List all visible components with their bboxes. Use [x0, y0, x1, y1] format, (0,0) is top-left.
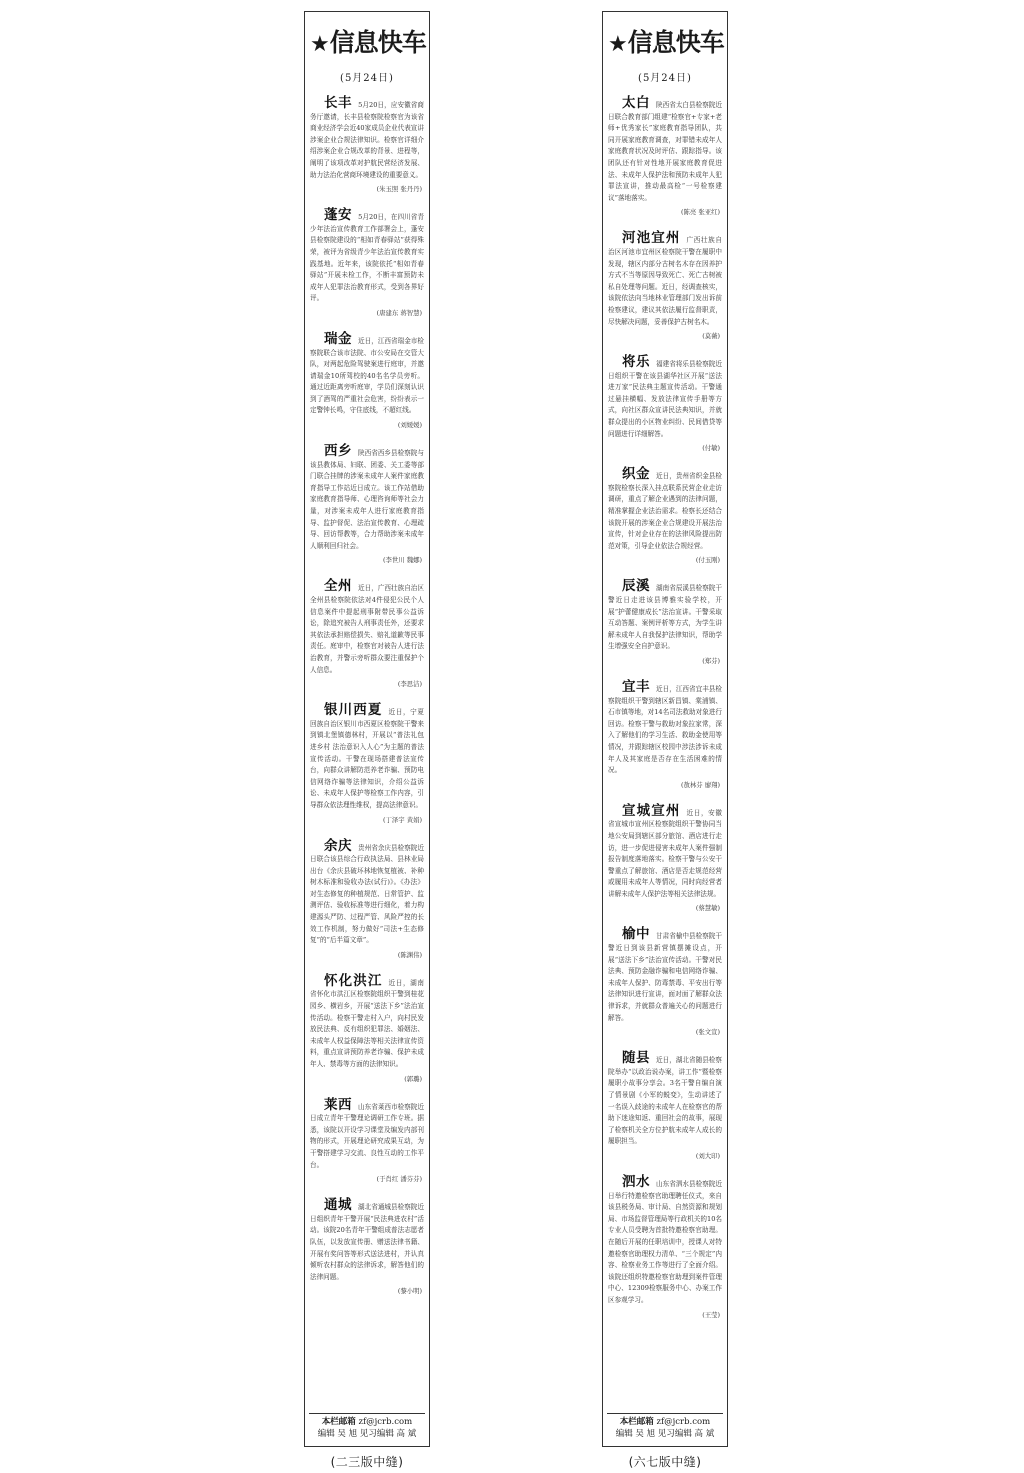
news-item-text: 近日，湖南省怀化市洪江区检察院组织干警到桂花园乡、横岩乡，开展“送法下乡”法治宣传活动。检察干警走村入户，向村民发放民法典、反有组织犯罪法、婚姻法、未成年人权益保障法等相关法律宣传资料，重点宣讲预防养老诈骗、保护未成年人、禁毒等方面的法律知识。 — [310, 978, 424, 1068]
news-item-body — [310, 702, 424, 811]
news-item-place: 长丰 — [324, 95, 353, 111]
news-item-place: 随县 — [622, 1050, 651, 1067]
news-item-place: 宣城宣州 — [622, 802, 681, 819]
news-item-place: 怀化洪江 — [324, 972, 383, 989]
news-item-place: 银川西夏 — [324, 702, 383, 719]
news-item-list — [310, 95, 425, 1298]
news-item — [608, 230, 722, 343]
news-item — [608, 1173, 723, 1322]
news-item-text: 湖南省辰溪县检察院干警近日走进该县博雅实验学校，开展“护蕾健康成长”法治宣讲。干警采取互动答题、案例评析等方式，为学生讲解未成年人自我保护法律知识，帮助学生增强安全自护意识。 — [608, 584, 723, 651]
news-item — [608, 926, 723, 1039]
news-item-text: 近日，宁夏回族自治区银川市西夏区检察院干警来到镇北堡镇德林村，开展以“普法礼包进乡村 法治意识入人心”为主题的普法宣传活动。干警在现场搭建普法宣传台，向群众讲解防范养老诈骗、预防电信网络诈骗等法律知识，介绍公益诉讼、未成年人保护等检察工作内容，引导群众依法理性维权，提高法律意识。 — [310, 708, 424, 809]
news-item — [608, 802, 722, 916]
star-icon: ★ — [310, 32, 329, 57]
footer-email-label: 本栏邮箱 — [619, 1417, 654, 1427]
column-masthead — [310, 18, 424, 70]
news-item — [310, 1096, 425, 1187]
news-item-text: 5月20日，在四川省青少年法治宣传教育工作部署会上，蓬安县检察院建设的“相如青春驿站”获得殊荣，被评为省级青少年法治宣传教育实践基地。近年来，该院依托“相如青春驿站”开展未检工作，不断丰富预防未成年人犯罪法治教育形式，受到各界好评。 — [310, 213, 424, 303]
news-item-place: 河池宜州 — [622, 230, 681, 247]
news-item-text: 陕西省西乡县检察院与该县教体局、妇联、团委、关工委等部门联合挂牌的涉案未成年人案件家庭教育指导工作站近日成立。该工作站借助家庭教育指导师、心理咨询师等社会力量，对涉案未成年人进行家庭教育指导、监护督促、法治宣传教育、心理疏导、回访帮教等，合力帮助涉案未成年人顺利回归社会。 — [310, 449, 425, 550]
footer-email-label: 本栏邮箱 — [321, 1417, 356, 1427]
news-item-text: 近日，江西省宜丰县检察院组织干警到辖区新昌镇、棠浦镇、石市镇等地，对14名司法救助对象进行回访。检察干警与救助对象拉家常，深入了解他们的学习生活、救助金使用等情况，并跟踪辖区校园中涉法涉诉未成年人及其家庭是否存在生活困难的情况。 — [608, 684, 723, 775]
news-item-body — [310, 578, 425, 676]
news-item-place: 将乐 — [622, 354, 651, 371]
fold-label: (二三版中缝) — [330, 1455, 404, 1469]
news-item-text: 广西壮族自治区河池市宜州区检察院干警在履职中发现，辖区内部分古树名木存在因养护方式不当等原因导致死亡、死亡古树被私自处理等问题。近日，经调查核实，该院依法向当地林业管理部门发出诉前检察建议，建议其依法履行监督职责，尽快解决问题，妥善保护古树名木。 — [608, 236, 722, 326]
news-item-author: (陈亮 张亚红) — [681, 208, 720, 217]
news-item-author: (莫薇) — [702, 332, 720, 341]
news-item-body — [608, 678, 723, 777]
news-item — [310, 972, 424, 1086]
news-item-text: 近日，安徽省宣城市宣州区检察院组织干警协同当地公安局到辖区部分旅馆、酒店进行走访，进一步促进侵害未成年人案件强制报告制度落地落实。检察干警与公安干警重点了解旅馆、酒店是否走规范经营或履用未成年人等情况，同时向经营者讲解未成年人保护法等相关法律法规。 — [608, 808, 722, 898]
column-footer — [309, 1413, 425, 1440]
news-column-left — [304, 11, 430, 1447]
news-item-text: 近日，江西省瑞金市检察院联合该市法院、市公安局在交管大队，对两起危险驾驶案进行庭审，并邀请瑞金10所驾校的40名名学员旁听。通过近距离旁听庭审，学员们深刻认识到了酒驾的严重社会危害，纷纷表示一定警钟长鸣，守住底线，不超红线。 — [310, 336, 425, 415]
news-item-place: 莱西 — [324, 1096, 353, 1113]
news-item — [608, 578, 723, 668]
news-item-body — [608, 95, 723, 204]
news-item-author: (张文宣) — [695, 1028, 720, 1037]
news-item-body — [310, 443, 425, 552]
news-item-author: (李思洁) — [397, 680, 422, 689]
news-item-body — [310, 1096, 425, 1172]
news-item-place: 通城 — [324, 1197, 353, 1214]
news-item-text: 湖北省通城县检察院近日组织青年干警开展“民法典进农村”活动。该院20名青年干警组成普法志愿者队伍，以发放宣传册、赠送法律书籍、开展有奖问答等形式送法进村，并认真倾听农村群众的法律诉求，解答他们的法律问题。 — [310, 1203, 425, 1281]
news-item-text: 陕西省太白县检察院近日联合教育部门组建“检察官+专家+老师+优秀家长”家庭教育指导团队，共同开展家庭教育调查，对罪错未成年人家庭教育状况及时评估、跟踪指导。该团队还有针对性地开展家庭教育促进法、未成年人保护法和预防未成年人犯罪法宣讲，推动最高检“一号检察建议”落地落实。 — [608, 101, 723, 202]
news-item-author: (付敏) — [702, 444, 720, 453]
news-item-place: 蓬安 — [324, 207, 353, 224]
news-item-place: 泗水 — [622, 1173, 651, 1190]
news-item-body — [608, 1173, 723, 1307]
news-item-body — [310, 95, 424, 181]
news-item — [608, 354, 723, 455]
news-item-body — [608, 802, 722, 901]
column-date: (5月24日) — [340, 73, 394, 84]
news-item-author: (王莹) — [702, 1310, 720, 1319]
news-item — [310, 95, 424, 196]
footer-email: zf@jcrb.com — [358, 1417, 413, 1427]
column-footer — [607, 1413, 723, 1440]
news-item-body — [608, 354, 723, 440]
news-item-author: (郑芬) — [702, 656, 720, 665]
news-item-author: (黎小明) — [397, 1287, 422, 1296]
news-item-text: 近日，湖北省随县检察院举办“以政治说办案，讲工作”暨检察履职小故事分享会。3名干警自编自演了情景剧《小军的蜕变》，生动讲述了一名误入歧途的未成年人在检察官的帮助下迷途知返、重回社会的故事，展现了检察机关全方位护航未成年人成长的履职担当。 — [608, 1056, 723, 1146]
news-item-author: (郭璐) — [404, 1074, 422, 1083]
news-item-text: 贵州省余庆县检察院近日联合该县综合行政执法局、县林业局出台《余庆县破坏林地恢复植被、补种树木标准和验收办法(试行)》。《办法》对生态修复的种植规范、日常管护、监测评估、验收标准等进行细化，着力构建源头严防、过程严管、风险严控的长效工作机制，努力做好“司法+生态修复”的“后半篇文章”。 — [310, 843, 425, 945]
news-item — [310, 330, 425, 432]
news-item-body — [608, 578, 723, 653]
news-item-body — [310, 972, 424, 1071]
news-item-text: 近日，贵州省织金县检察院检察长深入挂点联系民营企业走访调研，重点了解企业遇到的法律问题，精准掌握企业法治需求。检察长还结合该院开展的涉案企业合规建设开展法治宣传，针对企业存在的法律风险提出防范对策，引导企业依法合规经营。 — [608, 472, 723, 550]
news-item-text: 山东省泗水县检察院近日举行特邀检察官助理聘任仪式，来自该县税务局、审计局、自然资源和规划局、市场监督管理局等行政机关的10名专业人员受聘为首批特邀检察官助理。在随后开展的任职培训中，授课人对特邀检察官助理权力清单、“三个规定”内容、检察业务工作等进行了全面介绍。该院还组织特邀检察官助理到案件管理中心、12309检察服务中心、办案工作区参观学习。 — [608, 1179, 723, 1304]
column-masthead — [608, 18, 722, 70]
news-item-author: (刘大印) — [695, 1151, 720, 1160]
news-item-body — [310, 207, 424, 305]
news-item-body — [310, 330, 425, 417]
news-item-body — [608, 230, 722, 328]
news-item-body — [310, 837, 425, 947]
news-item — [608, 466, 723, 567]
news-item-place: 宜丰 — [622, 678, 651, 695]
news-item-author: (于肖红 潘芬芬) — [376, 1175, 422, 1184]
column-title: 信息快车 — [627, 28, 724, 57]
news-item-author: (朱玉照 张丹丹) — [376, 185, 422, 194]
footer-editors: 编辑 吴 旭 见习编辑 高 斌 — [615, 1429, 715, 1439]
news-item-place: 全州 — [324, 578, 353, 595]
news-item — [310, 1197, 425, 1298]
news-item-list — [608, 95, 723, 1322]
news-item — [608, 95, 723, 219]
news-column-right — [602, 11, 728, 1447]
news-item-author: (唐建东 蒋智慧) — [376, 308, 422, 317]
news-item — [310, 702, 424, 826]
news-item-body — [608, 466, 723, 552]
column-title: 信息快车 — [329, 28, 426, 57]
news-item-place: 织金 — [622, 466, 651, 483]
news-item-text: 山东省莱西市检察院近日成立青年干警理论调研工作专班。据悉，该院以开设学习课堂及编发内部刊物的形式，开展理论研究成果互动，为干警搭建学习交流、良性互动的工作平台。 — [310, 1102, 425, 1169]
news-item — [608, 1050, 723, 1163]
news-item — [310, 443, 425, 567]
footer-editors: 编辑 吴 旭 见习编辑 高 斌 — [317, 1429, 417, 1439]
news-item-place: 榆中 — [622, 926, 651, 943]
news-item-text: 福建省将乐县检察院近日组织干警在该县湖华社区开展“送法进万家”民法典主题宣传活动。干警通过悬挂横幅、发放法律宣传手册等方式，向社区群众宣讲民法典知识，并就群众提出的小区物业纠纷、民间借贷等问题进行详细解答。 — [608, 360, 723, 438]
news-item — [608, 678, 723, 792]
news-item-body — [608, 926, 723, 1024]
news-item-author: (丁泽宇 黄娟) — [383, 815, 422, 824]
news-item-place: 余庆 — [324, 837, 353, 854]
news-item-text: 5月20日，应安徽省商务厅邀请，长丰县检察院检察官为该省商业经济学会近40家成员企业代表宣讲涉案企业合规法律知识。检察官详细介绍涉案企业合规改革的背景、进程等，阐明了该项改革对护航民营经济发展、助力法治化营商环境建设的重要意义。 — [310, 101, 424, 179]
news-item-place: 西乡 — [324, 443, 353, 460]
news-item — [310, 207, 424, 320]
news-item-body — [310, 1197, 425, 1283]
news-item-author: (蔡慧敏) — [695, 904, 720, 913]
news-item-place: 瑞金 — [324, 330, 353, 347]
news-item-author: (陈渊伟) — [397, 950, 422, 959]
news-item — [310, 837, 425, 962]
news-item — [310, 578, 425, 691]
news-item-author: (李世川 魏娜) — [383, 556, 422, 565]
news-item-author: (刘媛媛) — [397, 421, 422, 430]
column-date: (5月24日) — [638, 73, 692, 84]
news-item-place: 辰溪 — [622, 578, 651, 595]
news-item-body — [608, 1050, 723, 1148]
news-item-author: (敖林芬 廖翔) — [681, 780, 720, 789]
news-item-text: 近日，广西壮族自治区全州县检察院依法对4件侵犯公民个人信息案件中提起刑事附带民事公益诉讼，除追究被告人刑事责任外，还要求其依法承担赔偿损失、赔礼道歉等民事责任。庭审中，检察官对被告人进行法治教育，并警示旁听群众要注重保护个人信息。 — [310, 584, 425, 674]
news-item-text: 甘肃省榆中县检察院干警近日到该县新营镇摆摊设点，开展“送法下乡”法治宣传活动。干警对民法典、预防金融诈骗和电信网络诈骗、未成年人保护、防毒禁毒、平安出行等法律知识进行宣讲，面对面了解群众法律诉求，并就群众普遍关心的问题进行解答。 — [608, 932, 723, 1022]
news-item-author: (付玉刚) — [695, 556, 720, 565]
footer-email: zf@jcrb.com — [656, 1417, 711, 1427]
news-item-place: 太白 — [622, 95, 651, 111]
star-icon: ★ — [608, 32, 627, 57]
fold-label: (六七版中缝) — [628, 1455, 702, 1469]
